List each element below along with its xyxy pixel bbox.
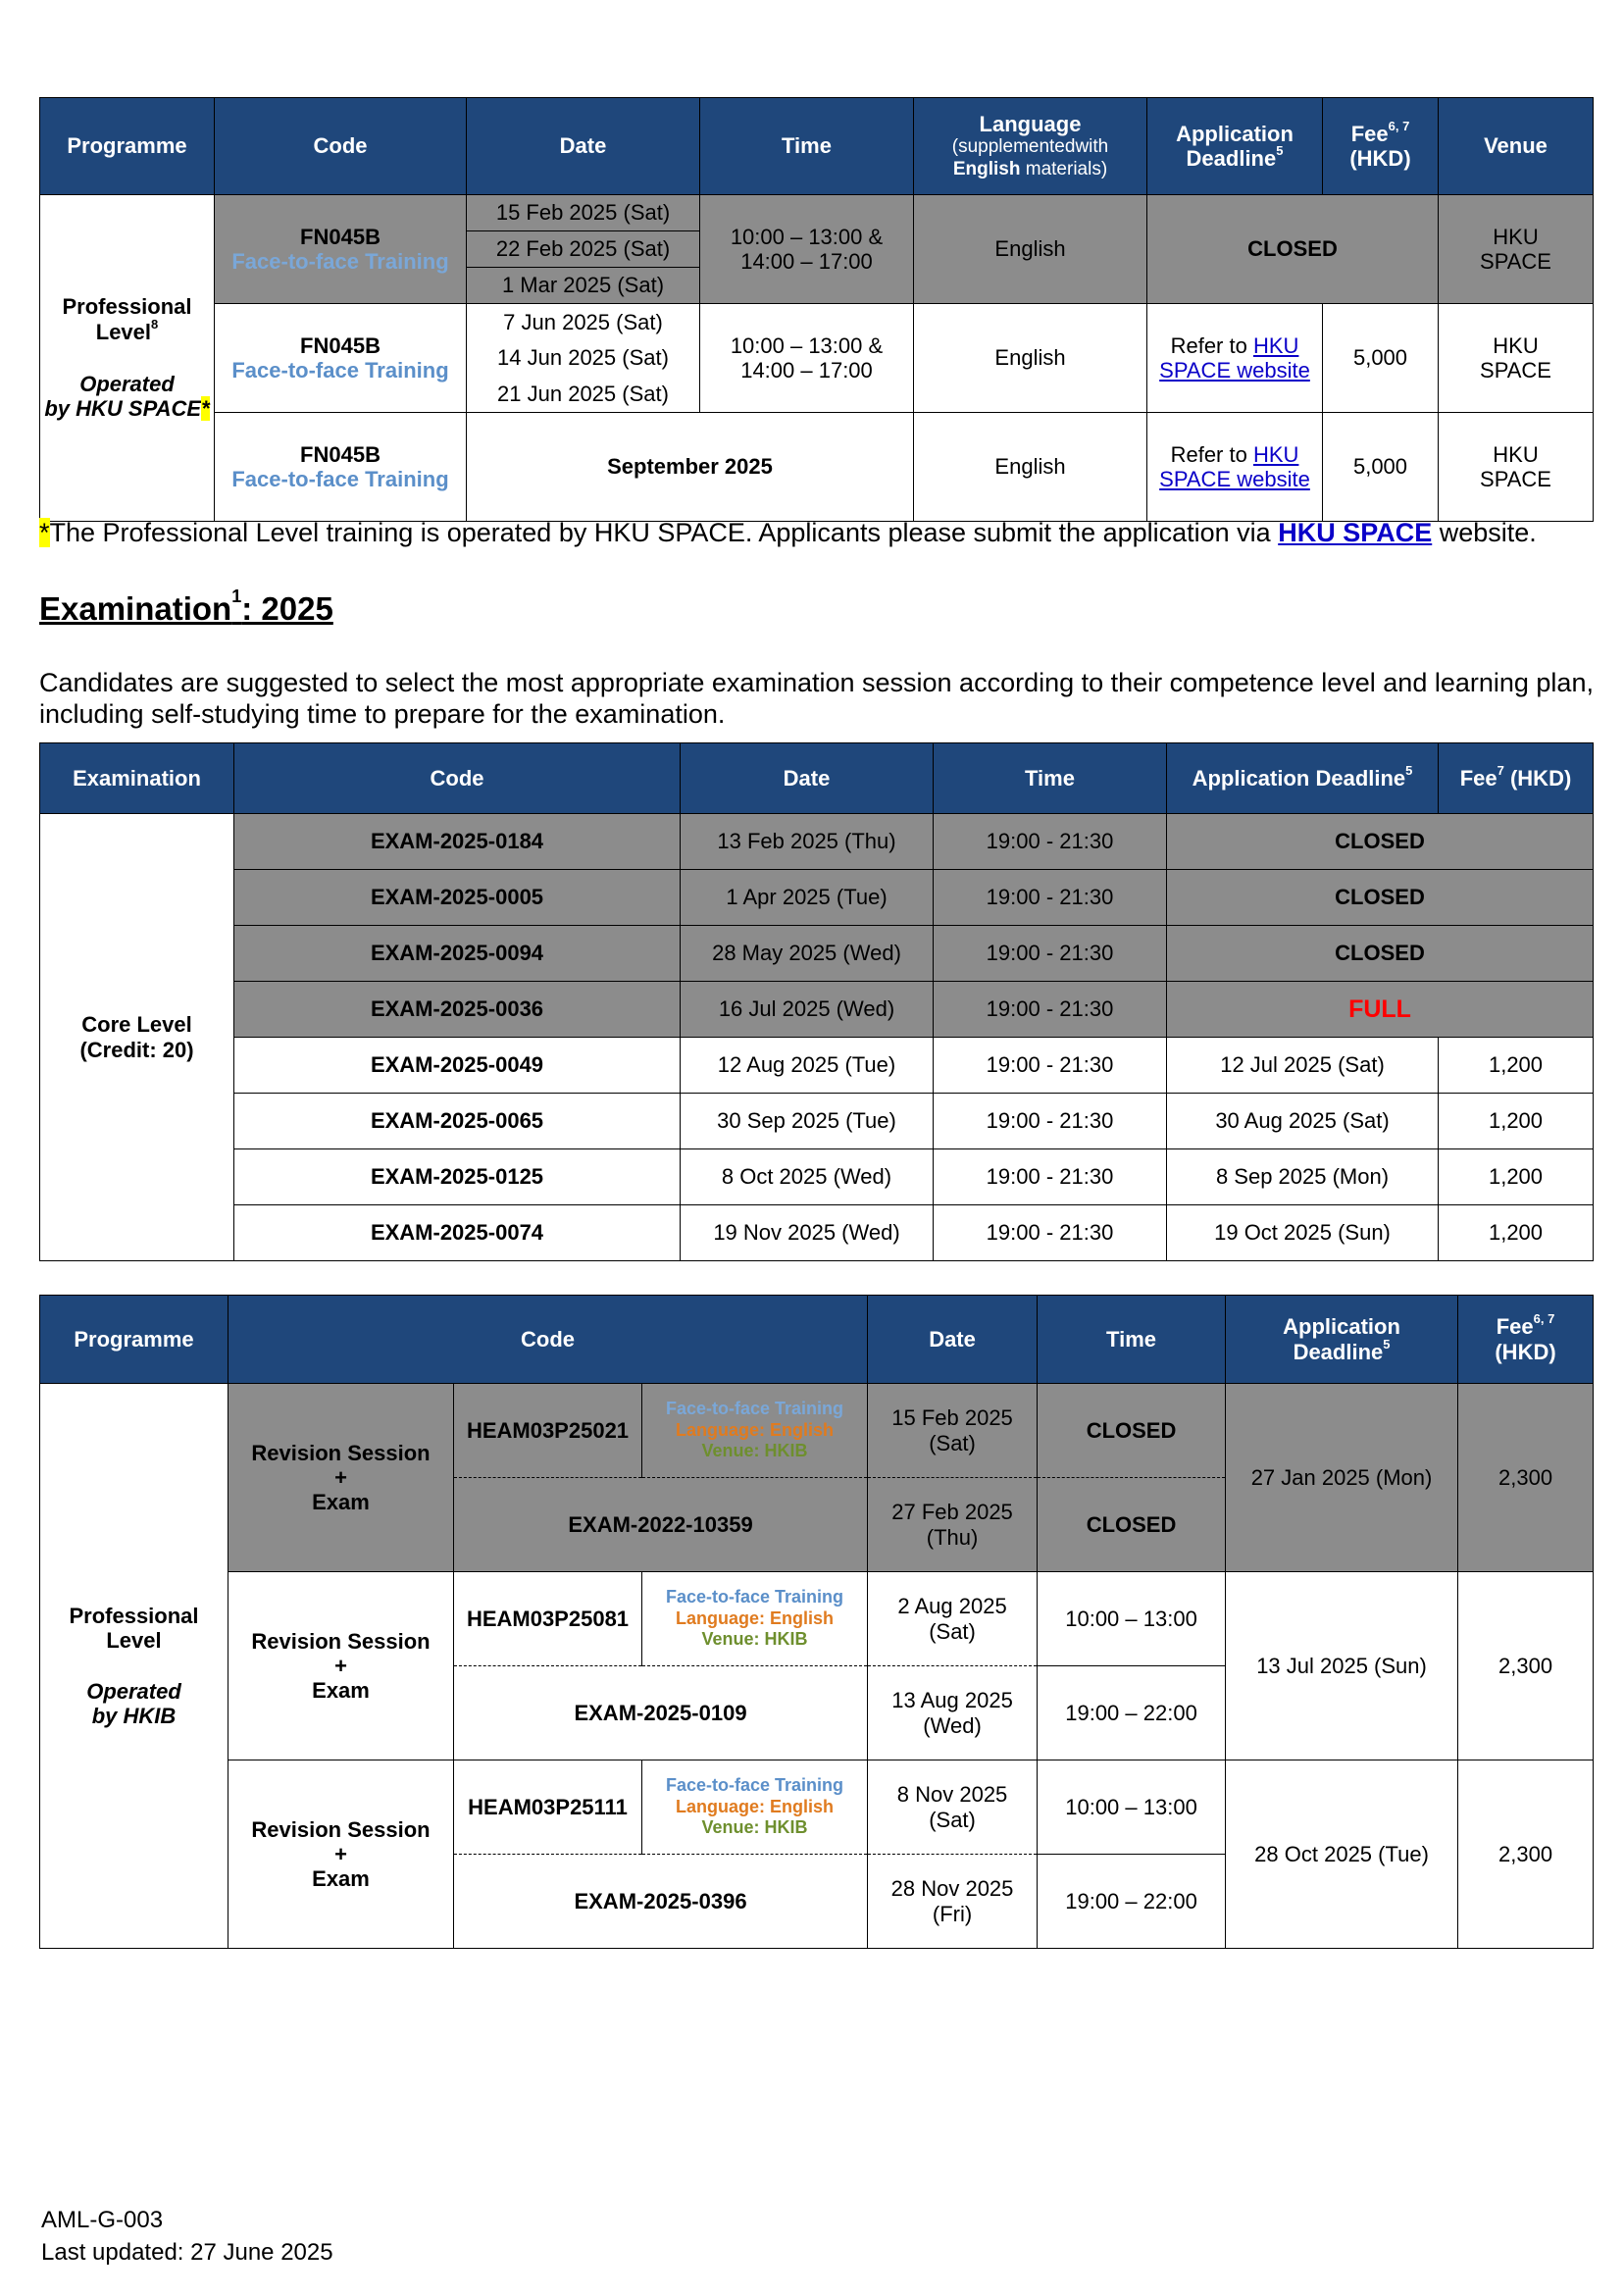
revision-code: HEAM03P25111 xyxy=(454,1760,642,1855)
hku-space-footnote-link[interactable]: HKU SPACE xyxy=(1278,518,1433,547)
exam-deadline: 30 Aug 2025 (Sat) xyxy=(1167,1094,1439,1149)
header-fee: Fee$^{6, 7}$ (HKD) xyxy=(1323,98,1439,195)
header-deadline: Application Deadline$^5$ xyxy=(1167,743,1439,814)
date-cell: 22 Feb 2025 (Sat) xyxy=(467,231,700,268)
exam-date: 28 May 2025 (Wed) xyxy=(681,926,934,982)
revision-code: HEAM03P25081 xyxy=(454,1572,642,1666)
exam-code: EXAM-2025-0005 xyxy=(234,870,681,926)
fee-cell: 2,300 xyxy=(1458,1384,1594,1572)
header-deadline: Application Deadline$^5$ xyxy=(1226,1296,1458,1384)
exam-fee: 1,200 xyxy=(1439,1094,1594,1149)
exam-code: EXAM-2025-0036 xyxy=(234,982,681,1038)
fee-cell: 5,000 xyxy=(1323,413,1439,522)
revision-date: 15 Feb 2025 (Sat) xyxy=(868,1384,1038,1478)
code-cell: FN045B Face-to-face Training xyxy=(215,413,467,522)
intro-paragraph: Candidates are suggested to select the most appropriate examination session according to their competence level and learning plan, including self-studying time to prepare for the examination. xyxy=(39,668,1594,730)
header-examination: Examination xyxy=(40,743,234,814)
exam-date: 13 Aug 2025 (Wed) xyxy=(868,1666,1038,1760)
hku-space-link[interactable]: HKU xyxy=(1252,332,1299,358)
header-venue: Venue xyxy=(1439,98,1594,195)
date-cell: 21 Jun 2025 (Sat) xyxy=(467,377,700,413)
status-full: FULL xyxy=(1167,982,1594,1038)
core-level-exam-table xyxy=(39,742,1594,1261)
revision-date: 2 Aug 2025 (Sat) xyxy=(868,1572,1038,1666)
header-fee: Fee$^{6, 7}$ (HKD) xyxy=(1458,1296,1594,1384)
exam-code: EXAM-2022-10359 xyxy=(454,1478,868,1572)
deadline-cell: 13 Jul 2025 (Sun) xyxy=(1226,1572,1458,1760)
exam-time: 19:00 - 21:30 xyxy=(934,814,1167,870)
header-code: Code xyxy=(228,1296,868,1384)
header-code: Code xyxy=(234,743,681,814)
exam-time: 19:00 - 21:30 xyxy=(934,1038,1167,1094)
deadline-cell: Refer to HKU SPACE website xyxy=(1147,304,1323,413)
exam-date: 19 Nov 2025 (Wed) xyxy=(681,1205,934,1261)
header-deadline: Application Deadline$^5$ xyxy=(1147,98,1323,195)
header-date: Date xyxy=(868,1296,1038,1384)
revision-time: 10:00 – 13:00 xyxy=(1038,1572,1226,1666)
header-code: Code xyxy=(215,98,467,195)
hkib-revision-exam-table xyxy=(39,1295,1594,1949)
header-programme: Programme xyxy=(40,1296,228,1384)
exam-deadline: 19 Oct 2025 (Sun) xyxy=(1167,1205,1439,1261)
deadline-cell: Refer to HKU SPACE website xyxy=(1147,413,1323,522)
exam-code: EXAM-2025-0109 xyxy=(454,1666,868,1760)
exam-code: EXAM-2025-0184 xyxy=(234,814,681,870)
exam-date: 8 Oct 2025 (Wed) xyxy=(681,1149,934,1205)
header-time: Time xyxy=(1038,1296,1226,1384)
header-language-note: (supplementedwith xyxy=(951,135,1109,157)
time-cell: 10:00 – 13:00 & 14:00 – 17:00 xyxy=(700,304,914,413)
footnote: *The Professional Level training is operated by HKU SPACE. Applicants please submit the application via HKU SPACE website. xyxy=(39,518,1537,547)
header-date: Date xyxy=(467,98,700,195)
revision-session-cell: Revision Session + Exam xyxy=(228,1760,454,1949)
exam-code: EXAM-2025-0049 xyxy=(234,1038,681,1094)
exam-time: 19:00 - 21:30 xyxy=(934,1094,1167,1149)
revision-time: 10:00 – 13:00 xyxy=(1038,1760,1226,1855)
exam-time: 19:00 - 21:30 xyxy=(934,926,1167,982)
header-language-note-2: English materials) xyxy=(952,158,1108,179)
date-cell: September 2025 xyxy=(467,413,914,522)
fee-cell: 2,300 xyxy=(1458,1572,1594,1760)
deadline-cell: 28 Oct 2025 (Tue) xyxy=(1226,1760,1458,1949)
header-programme: Programme xyxy=(40,98,215,195)
programme-cell: Professional Level$^8$ Operated by HKU SPACE* xyxy=(40,195,215,522)
programme-cell: Professional Level Operated by HKIB xyxy=(40,1384,228,1949)
exam-time: 19:00 – 22:00 xyxy=(1038,1855,1226,1949)
exam-time: 19:00 – 22:00 xyxy=(1038,1666,1226,1760)
document-code: AML-G-003 xyxy=(41,2207,164,2233)
exam-time: 19:00 - 21:30 xyxy=(934,1149,1167,1205)
exam-fee: 1,200 xyxy=(1439,1205,1594,1261)
exam-deadline: 8 Sep 2025 (Mon) xyxy=(1167,1149,1439,1205)
exam-code: EXAM-2025-0094 xyxy=(234,926,681,982)
exam-date: 16 Jul 2025 (Wed) xyxy=(681,982,934,1038)
professional-training-table xyxy=(39,97,1594,522)
venue-cell: HKU SPACE xyxy=(1439,195,1594,304)
exam-date: 12 Aug 2025 (Tue) xyxy=(681,1038,934,1094)
code-cell: FN045B Face-to-face Training xyxy=(215,304,467,413)
exam-fee: 1,200 xyxy=(1439,1038,1594,1094)
header-language-title: Language xyxy=(979,111,1082,136)
exam-code: EXAM-2025-0125 xyxy=(234,1149,681,1205)
header-fee: Fee$^7$ (HKD) xyxy=(1439,743,1594,814)
status-closed: CLOSED xyxy=(1167,814,1594,870)
date-cell: 15 Feb 2025 (Sat) xyxy=(467,195,700,231)
fee-cell: 2,300 xyxy=(1458,1760,1594,1949)
revision-session-cell: Revision Session + Exam xyxy=(228,1384,454,1572)
header-date: Date xyxy=(681,743,934,814)
exam-date: 27 Feb 2025 (Thu) xyxy=(868,1478,1038,1572)
hku-space-website-link[interactable]: SPACE website xyxy=(1159,467,1310,491)
header-language xyxy=(914,98,1147,195)
last-updated: Last updated: 27 June 2025 xyxy=(41,2239,333,2266)
status-closed: CLOSED xyxy=(1038,1384,1226,1478)
date-cell: 14 Jun 2025 (Sat) xyxy=(467,340,700,377)
exam-date: 30 Sep 2025 (Tue) xyxy=(681,1094,934,1149)
revision-details: Face-to-face Training Language: English Venue: HKIB xyxy=(642,1572,868,1666)
revision-date: 8 Nov 2025 (Sat) xyxy=(868,1760,1038,1855)
revision-details: Face-to-face Training Language: English Venue: HKIB xyxy=(642,1384,868,1478)
core-level-cell: Core Level (Credit: 20) xyxy=(40,814,234,1261)
date-cell: 1 Mar 2025 (Sat) xyxy=(467,268,700,304)
status-closed: CLOSED xyxy=(1038,1478,1226,1572)
venue-cell: HKU SPACE xyxy=(1439,304,1594,413)
revision-code: HEAM03P25021 xyxy=(454,1384,642,1478)
time-cell: 10:00 – 13:00 & 14:00 – 17:00 xyxy=(700,195,914,304)
hku-space-website-link[interactable]: SPACE website xyxy=(1159,358,1310,383)
exam-date: 1 Apr 2025 (Tue) xyxy=(681,870,934,926)
examination-heading: Examination$^1$: 2025 xyxy=(39,587,333,627)
exam-code: EXAM-2025-0396 xyxy=(454,1855,868,1949)
header-time: Time xyxy=(700,98,914,195)
fee-cell: 5,000 xyxy=(1323,304,1439,413)
language-cell: English xyxy=(914,304,1147,413)
date-cell: 7 Jun 2025 (Sat) xyxy=(467,304,700,340)
language-cell: English xyxy=(914,413,1147,522)
exam-date: 13 Feb 2025 (Thu) xyxy=(681,814,934,870)
exam-time: 19:00 - 21:30 xyxy=(934,982,1167,1038)
exam-time: 19:00 - 21:30 xyxy=(934,870,1167,926)
status-closed: CLOSED xyxy=(1167,926,1594,982)
exam-code: EXAM-2025-0065 xyxy=(234,1094,681,1149)
revision-details: Face-to-face Training Language: English Venue: HKIB xyxy=(642,1760,868,1855)
exam-fee: 1,200 xyxy=(1439,1149,1594,1205)
exam-time: 19:00 - 21:30 xyxy=(934,1205,1167,1261)
exam-code: EXAM-2025-0074 xyxy=(234,1205,681,1261)
language-cell: English xyxy=(914,195,1147,304)
revision-session-cell: Revision Session + Exam xyxy=(228,1572,454,1760)
hku-space-link[interactable]: HKU xyxy=(1252,441,1299,467)
code-cell: FN045B Face-to-face Training xyxy=(215,195,467,304)
venue-cell: HKU SPACE xyxy=(1439,413,1594,522)
header-time: Time xyxy=(934,743,1167,814)
status-closed: CLOSED xyxy=(1147,195,1439,304)
exam-deadline: 12 Jul 2025 (Sat) xyxy=(1167,1038,1439,1094)
exam-date: 28 Nov 2025 (Fri) xyxy=(868,1855,1038,1949)
status-closed: CLOSED xyxy=(1167,870,1594,926)
deadline-cell: 27 Jan 2025 (Mon) xyxy=(1226,1384,1458,1572)
